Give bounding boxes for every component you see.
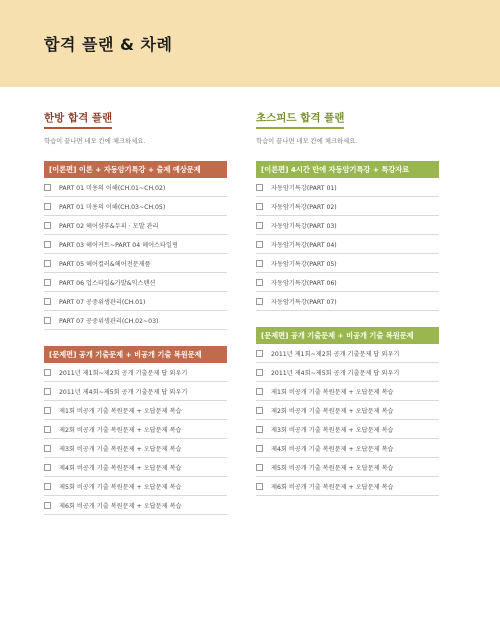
checkbox[interactable] xyxy=(256,298,263,305)
checkbox[interactable] xyxy=(44,203,51,210)
checklist-item-label: 2011년 제4회~제5회 공개 기출문제 답 외우기 xyxy=(59,388,188,396)
checkbox[interactable] xyxy=(44,298,51,305)
checklist-item xyxy=(44,235,227,254)
checklist-item-label: 2011년 제4회~제5회 공개 기출문제 답 외우기 xyxy=(271,369,400,377)
checklist-item xyxy=(44,420,227,439)
checklist-item xyxy=(256,178,439,197)
checklist-item-label: 제4회 비공개 기출 복원문제 + 오답문제 복습 xyxy=(271,445,394,453)
checklist-item-label: PART 02 헤어샴푸&두피 · 모발 관리 xyxy=(59,222,159,230)
left-sections xyxy=(44,161,227,515)
checklist-item-label: 제6회 비공개 기출 복원문제 + 오답문제 복습 xyxy=(59,502,182,510)
checkbox[interactable] xyxy=(256,279,263,286)
checklist-item-label: 제4회 비공개 기출 복원문제 + 오답문제 복습 xyxy=(59,464,182,472)
left-section-1 xyxy=(44,161,227,330)
checklist-item xyxy=(44,382,227,401)
right-plan-subtitle: 학습이 끝나면 네모 칸에 체크하세요. xyxy=(256,138,358,145)
checkbox[interactable] xyxy=(44,502,51,509)
checklist-item-label: PART 05 헤어컬러&헤어전문제품 xyxy=(59,260,151,268)
checklist-item-label: 제2회 비공개 기출 복원문제 + 오답문제 복습 xyxy=(59,426,182,434)
checkbox[interactable] xyxy=(44,445,51,452)
checklist xyxy=(256,178,439,311)
checklist-item-label: 제5회 비공개 기출 복원문제 + 오답문제 복습 xyxy=(271,464,394,472)
checklist-item-label: PART 06 업스타일&가발&익스텐션 xyxy=(59,279,156,287)
checklist-item-label: 제3회 비공개 기출 복원문제 + 오답문제 복습 xyxy=(59,445,182,453)
right-sections xyxy=(256,161,439,496)
checklist-item-label: 제6회 비공개 기출 복원문제 + 오답문제 복습 xyxy=(271,483,394,491)
left-section-2 xyxy=(44,346,227,515)
checklist-item xyxy=(256,382,439,401)
right-plan-title: 초스피드 합격 플랜 xyxy=(256,110,344,129)
checklist-item xyxy=(44,439,227,458)
checklist-item xyxy=(44,496,227,515)
checklist-item-label: 자동암기특강(PART 02) xyxy=(271,203,337,211)
checkbox[interactable] xyxy=(44,241,51,248)
page-title: 합격 플랜 & 차례 xyxy=(44,35,173,54)
checklist-item xyxy=(256,344,439,363)
checklist-item-label: 2011년 제1회~제2회 공개 기출문제 답 외우기 xyxy=(59,369,188,377)
section-heading: [문제편] 공개 기출문제 + 비공개 기출 복원문제 xyxy=(256,327,439,344)
checklist-item xyxy=(44,216,227,235)
checklist-item-label: 자동암기특강(PART 06) xyxy=(271,279,337,287)
checklist-item xyxy=(256,273,439,292)
checklist-item-label: 제2회 비공개 기출 복원문제 + 오답문제 복습 xyxy=(271,407,394,415)
checklist-item-label: 제5회 비공개 기출 복원문제 + 오답문제 복습 xyxy=(59,483,182,491)
checkbox[interactable] xyxy=(44,369,51,376)
checklist-item xyxy=(44,254,227,273)
left-plan-subtitle: 학습이 끝나면 네모 칸에 체크하세요. xyxy=(44,138,146,145)
checklist-item xyxy=(44,292,227,311)
checklist-item xyxy=(256,197,439,216)
left-plan-title: 한방 합격 플랜 xyxy=(44,110,112,129)
checklist-item-label: 제3회 비공개 기출 복원문제 + 오답문제 복습 xyxy=(271,426,394,434)
checkbox[interactable] xyxy=(256,483,263,490)
checkbox[interactable] xyxy=(256,369,263,376)
checklist-item-label: PART 07 공중위생관리(CH.01) xyxy=(59,298,146,306)
checklist-item-label: 자동암기특강(PART 03) xyxy=(271,222,337,230)
checklist-item xyxy=(44,311,227,330)
checklist-item xyxy=(44,458,227,477)
page-header xyxy=(0,0,500,87)
checklist-item-label: PART 03 헤어커트~PART 04 헤어스타일링 xyxy=(59,241,178,249)
checklist-item xyxy=(256,216,439,235)
right-section-1 xyxy=(256,161,439,311)
checklist-item xyxy=(256,363,439,382)
checklist-item xyxy=(44,273,227,292)
checkbox[interactable] xyxy=(44,317,51,324)
checklist-item xyxy=(44,363,227,382)
checklist-item xyxy=(256,439,439,458)
checklist-item-label: PART 07 공중위생관리(CH.02~03) xyxy=(59,317,159,325)
checklist-item-label: PART 01 미용의 이해(CH.03~CH.05) xyxy=(59,203,166,211)
checkbox[interactable] xyxy=(44,407,51,414)
right-plan-column xyxy=(256,106,439,496)
checklist-item xyxy=(44,178,227,197)
checkbox[interactable] xyxy=(44,388,51,395)
section-heading: [이론편] 4시간 만에 자동암기특강 + 특강자료 xyxy=(256,161,439,178)
checkbox[interactable] xyxy=(44,483,51,490)
checklist xyxy=(44,363,227,515)
left-plan-column xyxy=(44,106,227,515)
checklist-item xyxy=(256,420,439,439)
checkbox[interactable] xyxy=(256,464,263,471)
checklist xyxy=(256,344,439,496)
checkbox[interactable] xyxy=(44,222,51,229)
checkbox[interactable] xyxy=(44,260,51,267)
checklist xyxy=(44,178,227,330)
checkbox[interactable] xyxy=(256,222,263,229)
checklist-item xyxy=(256,292,439,311)
checkbox[interactable] xyxy=(44,426,51,433)
checkbox[interactable] xyxy=(44,464,51,471)
checklist-item xyxy=(44,477,227,496)
checklist-item xyxy=(256,235,439,254)
checklist-item xyxy=(256,458,439,477)
checkbox[interactable] xyxy=(256,184,263,191)
section-heading: [문제편] 공개 기출문제 + 비공개 기출 복원문제 xyxy=(44,346,227,363)
checkbox[interactable] xyxy=(256,407,263,414)
checkbox[interactable] xyxy=(256,260,263,267)
checklist-item-label: 자동암기특강(PART 07) xyxy=(271,298,337,306)
checkbox[interactable] xyxy=(256,203,263,210)
checklist-item-label: 자동암기특강(PART 01) xyxy=(271,184,337,192)
checklist-item xyxy=(256,401,439,420)
checklist-item xyxy=(44,197,227,216)
checkbox[interactable] xyxy=(256,350,263,357)
checklist-item-label: 제1회 비공개 기출 복원문제 + 오답문제 복습 xyxy=(271,388,394,396)
checklist-item-label: PART 01 미용의 이해(CH.01~CH.02) xyxy=(59,184,166,192)
checkbox[interactable] xyxy=(256,426,263,433)
checklist-item-label: 2011년 제1회~제2회 공개 기출문제 답 외우기 xyxy=(271,350,400,358)
section-heading: [이론편] 이론 + 자동암기특강 + 출제 예상문제 xyxy=(44,161,227,178)
checklist-item-label: 제1회 비공개 기출 복원문제 + 오답문제 복습 xyxy=(59,407,182,415)
checkbox[interactable] xyxy=(256,241,263,248)
checkbox[interactable] xyxy=(44,184,51,191)
checklist-item-label: 자동암기특강(PART 04) xyxy=(271,241,337,249)
checklist-item xyxy=(256,254,439,273)
right-section-2 xyxy=(256,327,439,496)
checklist-item xyxy=(44,401,227,420)
checkbox[interactable] xyxy=(256,388,263,395)
checklist-item xyxy=(256,477,439,496)
checklist-item-label: 자동암기특강(PART 05) xyxy=(271,260,337,268)
checkbox[interactable] xyxy=(256,445,263,452)
checkbox[interactable] xyxy=(44,279,51,286)
